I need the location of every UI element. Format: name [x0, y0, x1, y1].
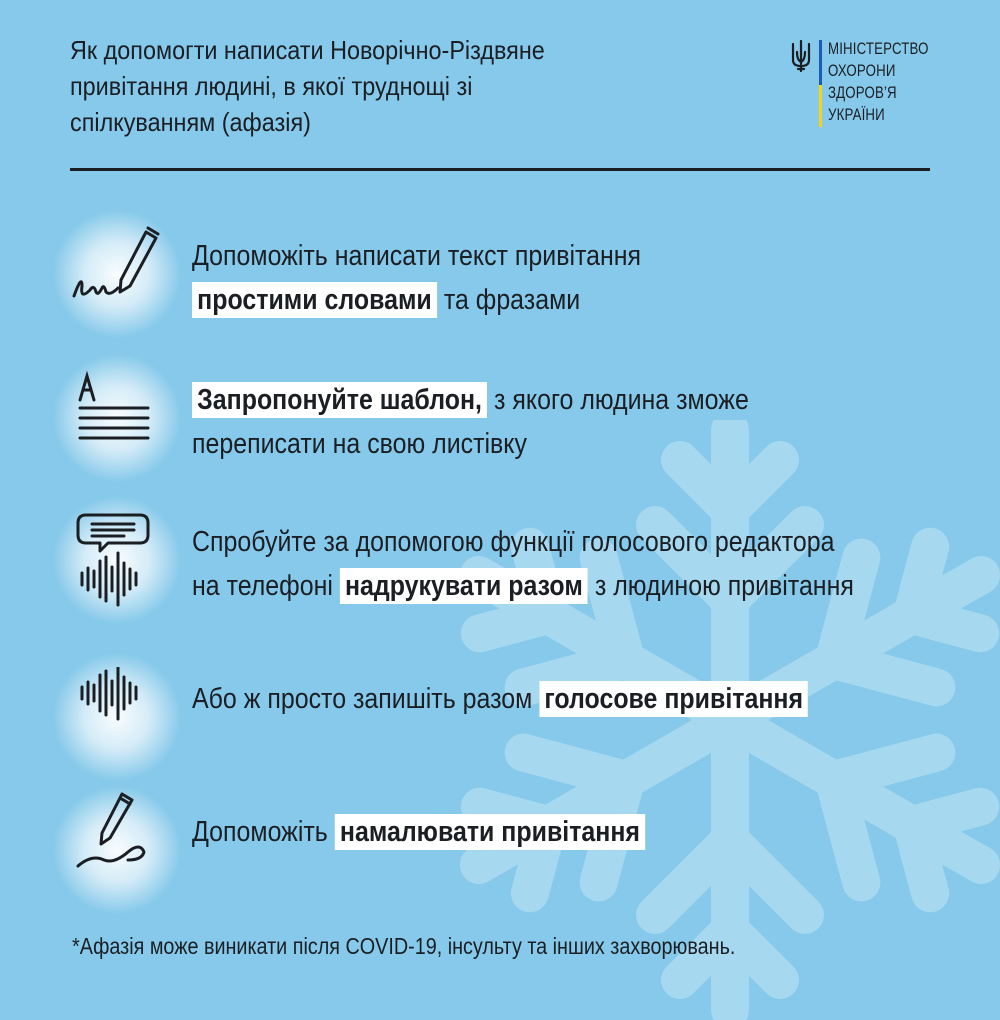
footnote: *Афазія може виникати після COVID-19, інсульту та інших захворювань.: [72, 933, 736, 959]
pencil-drawing-icon: [68, 788, 168, 878]
tip-highlight: Запропонуйте шаблон,: [192, 382, 487, 418]
header-divider: [70, 168, 930, 171]
tip-item: [60, 677, 980, 797]
tip-item: [60, 810, 980, 930]
tip-text: Допоможіть написати текст привітання простими словами та фразами: [192, 240, 642, 316]
trident-icon: [790, 40, 812, 72]
soundwave-icon: [68, 667, 168, 757]
tip-highlight: намалювати привітання: [335, 814, 645, 850]
tip-item: [60, 378, 980, 498]
title-line: привітання людині, в якої труднощі зі: [70, 71, 473, 101]
page-title: [70, 32, 610, 140]
logo-blue-bar: [819, 40, 822, 85]
tip-text: Спробуйте за допомогою функції голосового редактора на телефоні надрукувати разом з людиною привітання: [192, 526, 854, 602]
tip-text: Або ж просто запишіть разом голосове привітання: [192, 677, 808, 721]
tip-highlight: простими словами: [192, 282, 437, 318]
tip-highlight: надрукувати разом: [340, 568, 588, 604]
tip-item: [60, 234, 980, 354]
pen-signature-icon: [68, 224, 168, 314]
logo-yellow-bar: [819, 85, 822, 127]
logo-text: МІНІСТЕРСТВО ОХОРОНИ ЗДОРОВ’Я УКРАЇНИ: [828, 39, 929, 124]
title-line: Як допомогти написати Новорічно-Різдвяне: [70, 35, 545, 65]
speech-bubble-soundwave-icon: [68, 508, 168, 608]
title-line: спілкуванням (афазія): [70, 107, 311, 137]
tip-text: Допоможіть намалювати привітання: [192, 810, 645, 854]
tip-highlight: голосове привітання: [539, 681, 808, 717]
tip-text: Запропонуйте шаблон, з якого людина зможе переписати на свою листівку: [192, 384, 749, 460]
text-template-icon: [68, 368, 168, 458]
tip-item: [60, 520, 980, 640]
